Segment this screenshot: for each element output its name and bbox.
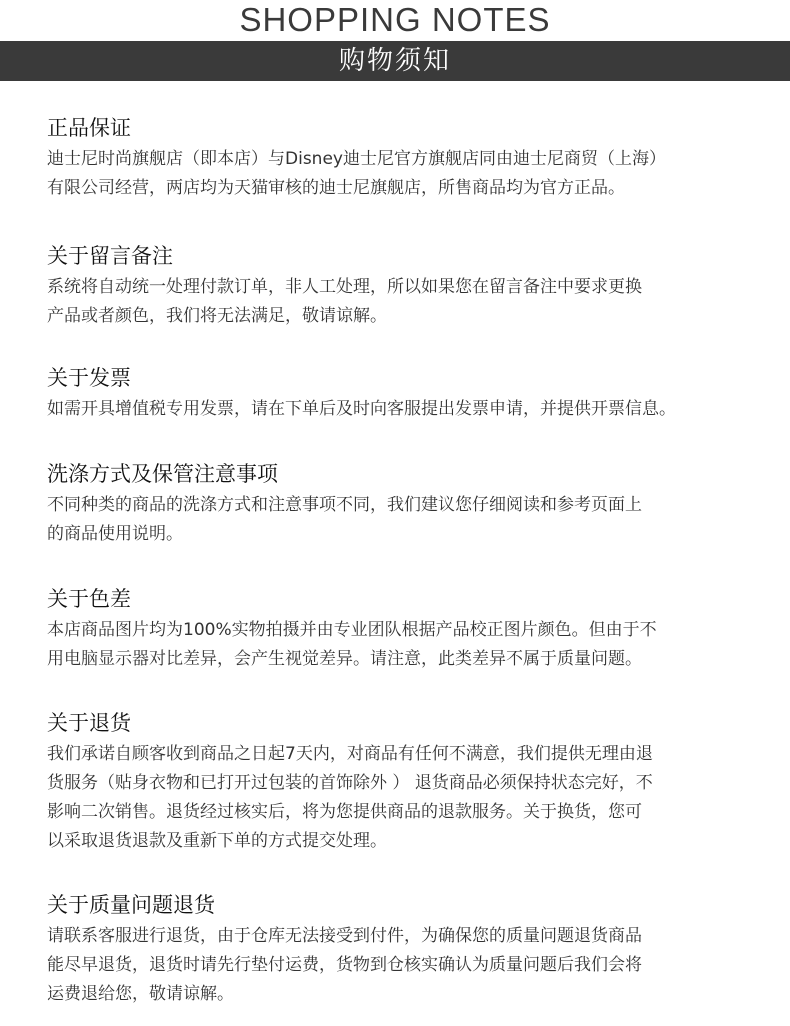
section-order-notes xyxy=(47,241,747,331)
section-invoice xyxy=(47,363,747,424)
body-line: 迪士尼时尚旗舰店（即本店）与Disney迪士尼官方旗舰店同由迪士尼商贸（上海） xyxy=(47,149,666,169)
section-body xyxy=(47,395,747,424)
section-returns xyxy=(47,708,747,856)
body-line: 请联系客服进行退货，由于仓库无法接受到付件，为确保您的质量问题退货商品 xyxy=(47,926,642,946)
section-title: 关于质量问题退货 xyxy=(47,893,215,917)
section-title: 关于留言备注 xyxy=(47,244,173,268)
header-title-cn: 购物须知 xyxy=(0,41,790,81)
body-line: 我们承诺自顾客收到商品之日起7天内，对商品有任何不满意，我们提供无理由退 xyxy=(47,744,653,764)
section-body xyxy=(47,922,747,1009)
body-line: 产品或者颜色，我们将无法满足，敬请谅解。 xyxy=(47,306,387,326)
body-line: 不同种类的商品的洗涤方式和注意事项不同，我们建议您仔细阅读和参考页面上 xyxy=(47,495,642,515)
body-line: 本店商品图片均为100%实物拍摄并由专业团队根据产品校正图片颜色。但由于不 xyxy=(47,620,657,640)
section-body xyxy=(47,273,747,331)
section-body xyxy=(47,616,747,674)
header-title-en: SHOPPING NOTES xyxy=(239,1,551,38)
body-line: 运费退给您，敬请谅解。 xyxy=(47,984,234,1004)
body-line: 货服务（贴身衣物和已打开过包装的首饰除外 ） 退货商品必须保持状态完好，不 xyxy=(47,773,653,793)
section-title: 关于退货 xyxy=(47,711,131,735)
section-color-difference xyxy=(47,584,747,674)
section-title: 洗涤方式及保管注意事项 xyxy=(47,462,278,486)
body-line: 如需开具增值税专用发票，请在下单后及时向客服提出发票申请，并提供开票信息。 xyxy=(47,399,676,419)
body-line: 以采取退货退款及重新下单的方式提交处理。 xyxy=(47,831,387,851)
section-authenticity xyxy=(47,113,747,203)
body-line: 用电脑显示器对比差异，会产生视觉差异。请注意，此类差异不属于质量问题。 xyxy=(47,649,642,669)
body-line: 能尽早退货，退货时请先行垫付运费，货物到仓核实确认为质量问题后我们会将 xyxy=(47,955,642,975)
section-body xyxy=(47,740,747,856)
section-title: 关于发票 xyxy=(47,366,131,390)
section-washing-care xyxy=(47,459,747,549)
body-line: 系统将自动统一处理付款订单，非人工处理，所以如果您在留言备注中要求更换 xyxy=(47,277,642,297)
section-body xyxy=(47,491,747,549)
body-line: 有限公司经营，两店均为天猫审核的迪士尼旗舰店，所售商品均为官方正品。 xyxy=(47,178,625,198)
body-line: 的商品使用说明。 xyxy=(47,524,183,544)
section-title: 关于色差 xyxy=(47,587,131,611)
section-body xyxy=(47,145,747,203)
section-title: 正品保证 xyxy=(47,116,131,140)
body-line: 影响二次销售。退货经过核实后，将为您提供商品的退款服务。关于换货，您可 xyxy=(47,802,642,822)
section-quality-returns xyxy=(47,890,747,1009)
